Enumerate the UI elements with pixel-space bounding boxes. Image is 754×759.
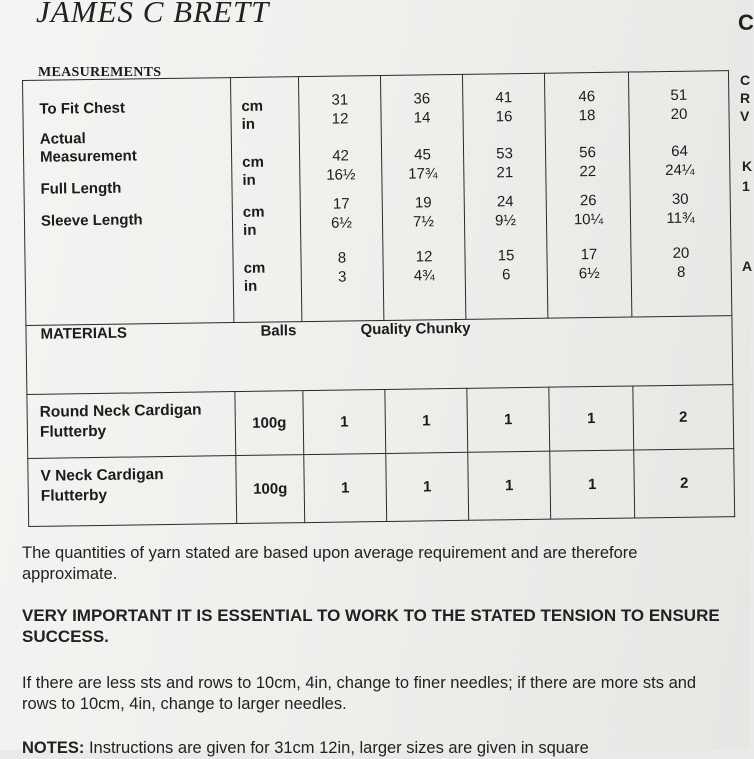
value-pair: 8 3 xyxy=(337,249,347,286)
materials-header-row xyxy=(26,316,733,394)
notes-text: Instructions are given for 31cm 12in, larger sizes are given in square xyxy=(88,739,589,757)
ball-quantity: 2 xyxy=(634,448,735,518)
measure-label: Actual Measurement xyxy=(39,130,137,166)
value-pair: 31 12 xyxy=(331,91,349,128)
measure-label: To Fit Chest xyxy=(39,99,126,118)
value-pair: 17 6½ xyxy=(578,245,600,283)
unit-pair: cm in xyxy=(243,259,266,295)
tension-warning: VERY IMPORTANT IT IS ESSENTIAL TO WORK TO THE STATED TENSION TO ENSURE SUCCESS. xyxy=(22,606,720,646)
material-row xyxy=(28,448,735,526)
edge-letter: K xyxy=(742,158,753,174)
value-pair: 17 6½ xyxy=(330,195,353,232)
edge-letter: R xyxy=(740,90,751,106)
measurements-heading: MEASUREMENTS xyxy=(38,65,162,80)
needle-advice: If there are less sts and rows to 10cm, 4in, change to finer needles; if there are more sts and rows to 10cm, 4in, change to larger needles. xyxy=(22,674,697,713)
edge-letter: V xyxy=(740,108,750,124)
edge-letter: 1 xyxy=(742,178,750,194)
value-pair: 12 4¾ xyxy=(413,248,435,285)
measurements-table-wrap xyxy=(22,70,734,527)
quality-label: Quality Chunky xyxy=(360,319,471,339)
value-pair: 46 18 xyxy=(578,88,596,125)
unit-pair: cm in xyxy=(241,97,264,133)
measurements-table xyxy=(22,70,735,527)
unit-cell xyxy=(230,77,301,323)
ball-quantity: 1 xyxy=(549,386,634,451)
notes-label: NOTES: xyxy=(22,739,85,757)
ball-quantity: 1 xyxy=(386,452,469,521)
value-pair: 56 22 xyxy=(579,143,597,181)
material-row xyxy=(27,384,734,458)
edge-letter: A xyxy=(742,258,753,274)
measurement-block-row xyxy=(23,71,732,326)
ball-quantity: 1 xyxy=(303,389,386,454)
ball-quantity: 1 xyxy=(304,453,387,522)
materials-title: MATERIALS xyxy=(40,324,128,343)
ball-quantity: 1 xyxy=(467,387,550,452)
value-pair: 42 16½ xyxy=(326,147,356,184)
value-pair: 36 14 xyxy=(413,90,431,127)
size-column-3 xyxy=(462,73,547,319)
ball-weight: 100g xyxy=(236,454,305,523)
value-pair: 45 17¾ xyxy=(408,146,438,183)
value-pair: 30 11¾ xyxy=(666,190,695,228)
measure-label: Full Length xyxy=(40,179,122,198)
edge-letter: C xyxy=(740,72,751,88)
product-name-cell xyxy=(27,391,236,458)
edge-letter: C xyxy=(738,10,754,35)
ball-quantity: 1 xyxy=(468,451,551,520)
product-name-cell xyxy=(28,455,237,526)
ball-quantity: 1 xyxy=(385,388,468,453)
materials-header-cell xyxy=(26,316,733,394)
value-pair: 24 9½ xyxy=(494,193,517,230)
product-name: V Neck Cardigan Flutterby xyxy=(40,465,164,505)
measurement-labels-cell xyxy=(23,78,234,326)
value-pair: 53 21 xyxy=(496,145,514,182)
value-pair: 26 10¼ xyxy=(573,191,604,229)
brand-name: JAMES C BRETT xyxy=(36,0,270,29)
size-column-4 xyxy=(544,72,631,318)
notes-line xyxy=(22,738,722,759)
value-pair: 15 6 xyxy=(497,247,515,284)
balls-label: Balls xyxy=(260,322,297,340)
ball-quantity: 2 xyxy=(633,384,734,450)
size-column-2 xyxy=(380,74,465,320)
value-pair: 41 16 xyxy=(495,89,513,126)
value-pair: 20 8 xyxy=(672,244,690,281)
ball-weight: 100g xyxy=(235,390,304,455)
size-column-5 xyxy=(628,71,731,318)
value-pair: 51 20 xyxy=(670,86,688,123)
product-name: Round Neck Cardigan Flutterby xyxy=(39,401,202,441)
value-pair: 64 24¼ xyxy=(665,142,695,180)
value-pair: 19 7½ xyxy=(412,194,435,231)
unit-pair: cm in xyxy=(242,203,265,239)
size-column-1 xyxy=(298,75,383,321)
unit-pair: cm in xyxy=(242,153,264,189)
ball-quantity: 1 xyxy=(550,450,635,519)
measure-label: Sleeve Length xyxy=(40,211,143,230)
quantities-note: The quantities of yarn stated are based upon average requirement and are therefore approximate. xyxy=(22,544,638,583)
